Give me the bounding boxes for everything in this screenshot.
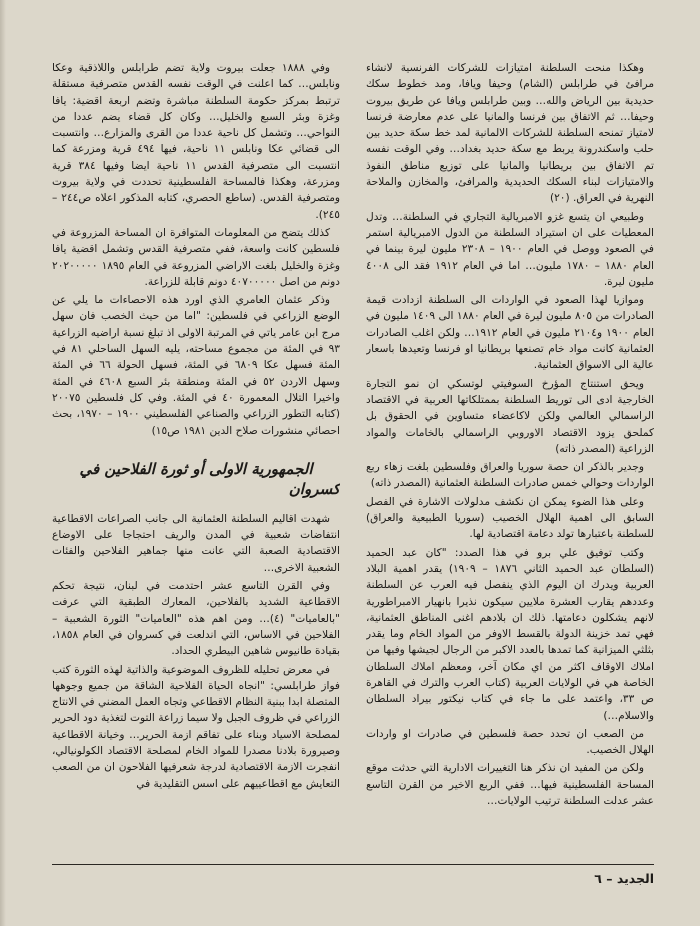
paragraph: شهدت اقاليم السلطنة العثمانية الى جانب الصراعات الاقطاعية انتفاضات شعبية في المدن والريف احتجاجا على الاوضاع الاقتصادية الصعبة التي عانت منها جماهير الفلاحين والفئات الشعبية الاخرى… xyxy=(52,512,340,574)
paragraph: وفي ١٨٨٨ جعلت بيروت ولاية تضم طرابلس واللاذقية وعكا ونابلس… كما اعلنت في الوقت نفسه القدس متصرفية مستقلة ترتبط بمركز حكومة السلطنة مباشرة وتضم اربعة اقضية: يافا وغزة وبئر السبع والخليل… وكان كل قضاء يضم عددا من النواحي… وتشمل كل ناحية عددا من القرى والمزارع… وانتسبت الى قضائي عكا ونابلس ١١ ناحية، فيها ٤٩٤ قرية ومزرعة كما انتسبت الى متصرفية القدس ١١ ناحية ايضا وفيها ٣٨٤ قرية ومزرعة، وهكذا فالمساحة الفلسطينية تحددت في ولاية بيروت ومتصرفية القدس. (ساطع الحصري، كتابه المذكور اعلاه ص٢٤٤ – ٢٤٥). xyxy=(52,62,340,221)
article-columns xyxy=(52,60,654,850)
paragraph: وجدير بالذكر ان حصة سوريا والعراق وفلسطين بلغت زهاء ربع الواردات وحوالي خمس صادرات السلطنة العثمانية (المصدر ذاته) xyxy=(366,461,654,490)
paragraph: وموازيا لهذا الصعود في الواردات الى السلطنة ازدادت قيمة الصادرات من ٨٠٥ مليون ليرة في العام ١٨٨٠ الى ١٤٠٩ مليون في العام ١٩٠٠ و٢١٠٤ مليون في العام ١٩١٢… ولكن اغلب الصادرات العثمانية كانت مواد خام تصنعها بريطانيا او فرنسا وتعيدها باسعار عالية الى الاسواق العثمانية. xyxy=(366,294,654,372)
paragraph: وعلى هذا الضوء يمكن ان نكشف مدلولات الاشارة في الفصل السابق الى اهمية الهلال الخصيب (سوريا الطبيعية والعراق) للسلطنة باعتبارها تولد دعامة اقتصادية لها. xyxy=(366,495,654,541)
scan-edge-shadow xyxy=(0,0,6,926)
paragraph: وذكر عثمان العامري الذي اورد هذه الاحصاءات ما يلي عن الوضع الزراعي في فلسطين: "اما من حيث الخصب فان سهل مرج ابن عامر ياتي في المرتبة الاولى اذ تبلغ نسبة اراضيه الزراعية ٩٣ في المئة من مجموع مساحته، يليه السهل الساحلي ٨١ في المئة فسهل عكا ٦٨٠٩ في المئة، فسهل الحولة ٦٦ في المئة وسهل الاردن ٥٢ في المئة ومنطقة بئر السبع ٤٦٠٨ في المئة واخيرا التلال المعمورة ٤٠ في المئة. وفي كل فلسطين ٢٠٠٧٥ (كتابه التطور الزراعي والصناعي الفلسطيني ١٩٠٠ – ١٩٧٠، بحث احصائي منشورات صلاح الدين ١٩٨١ ص١٥) xyxy=(52,294,340,437)
page-footer xyxy=(52,864,654,886)
paragraph: في معرض تحليله للظروف الموضوعية والذاتية لهذه الثورة كتب فواز طرابلسي: "انجاه الحياة الفلاحية الشاقة من جميع وجوهها المتصلة ابدا ببنية النظام الاقطاعي وتجاه العمل المضني في الانتاج الزراعي في ظروف الجبل ولا سيما زراعة التوت لتغذية دود الحرير لمصلحة الاسياد وبناء على تفاقم ازمة الحرير… وخيانة الاقطاعية وصيرورة بلادنا مصدرا للمواد الخام لمصلحة الاقتصاد الكولونيالي، انفجرت الازمة الاقتصادية لدرجة شعرفيها الفلاحون ان من الصعب التعايش مع اقطاعييهم على اسس التقليدية في xyxy=(52,663,340,790)
paragraph: ولكن من المفيد ان نذكر هنا التغييرات الادارية التي حدثت موقع المساحة الفلسطينية فيها… ففي الربع الاخير من القرن التاسع عشر عدلت السلطنة ترتيب الولايات… xyxy=(366,762,654,808)
paragraph: وطبيعي ان يتسع غزو الامبريالية التجاري في السلطنة… وتدل المعطيات على ان استيراد السلطنة من الدول الامبريالية استمر في الصعود ووصل في العام ١٩٠٠ – ٢٣٠٨ مليون ليرة بينما في العام ١٨٨٠ – ١٧٨٠ مليون… اما في العام ١٩١٢ فقد الى ٤٠٠٨ مليون ليرة. xyxy=(366,210,654,288)
paragraph: من الصعب ان تحدد حصة فلسطين في صادرات او واردات الهلال الخصيب. xyxy=(366,727,654,757)
paragraph: وفي القرن التاسع عشر احتدمت في لبنان، نتيجة تحكم الاقطاعية الشديد بالفلاحين، المعارك الطبقية التي عرفت "بالعاميات" (٤)… ومن اهم هذه "العاميات" الثورة الشعبية – الفلاحين في الاساس، التي اندلعت في كسروان في العام ١٨٥٨، بقيادة طانيوس شاهين البيطري الحداد. xyxy=(52,580,340,658)
paragraph: ويحق استنتاج المؤرخ السوفيتي لوتسكي ان نمو التجارة الخارجية ادى الى توريط السلطنة بممتلكاتها العربية في الاقتصاد الراسمالي العالمي ولكن لاكاعضاء متساوين في الحقوق بل كملحق يزود الاقتصاد الاوروبي الراسمالي بالخامات والمواد الزراعية (المصدر ذاته) xyxy=(366,377,654,455)
footer-label: الجديد – ٦ xyxy=(594,871,654,886)
right-column xyxy=(366,60,654,850)
left-column xyxy=(52,60,340,850)
paragraph: وكتب توفيق علي برو في هذا الصدد: "كان عبد الحميد (السلطان عبد الحميد الثاني ١٨٧٦ – ١٩٠٩) يقدر اهمية البلاد العربية ويدرك ان اليوم الذي ينفصل فيه العرب عن السلطنة وعددهم يقارب العشرة ملايين سيكون نذيرا بانهيار الامبراطورية لانهم يشكلون دعامتها. ذلك ان بلادهم اغنى المناطق العثمانية، فهي تمد خزينة الدولة بالقسط الاوفر من المواد الخام وما يقدر بثلثي الميزانية كما تمدها بالعدد الاكبر من الرجال لجيشها وفيها من املاك الاوقاف اكثر من اي مكان آخر، ومعظم املاك السلطان الخاصة هي في الولايات العربية (كتاب العرب والترك في القاهرة ص ٣٣، واعتمد على ما جاء في كتاب نيكتور بيراد السلطان والاسلام…) xyxy=(366,546,654,722)
paragraph: وهكذا منحت السلطنة امتيازات للشركات الفرنسية لانشاء مرافئ في طرابلس (الشام) وحيفا ويافا، ومد خطوط سكك حديدية بين الرياض والله… وبين طرابلس ويافا عن طريق بيروت وحيفا… ثم الاتفاق بين فرنسا والمانيا على عدم معارضة فرنسا لامتياز تمنحه السلطنة للشركات الالمانية لمد خط سكة حديد بين حلب واسكندرونة يربط مع سكة حديد بغداد… وفي الوقت نفسه تم الاتفاق بين بريطانيا والمانيا على توزيع مناطق النفوذ والامتيازات لبناء السكك الحديدية والمرافئ، والمخازن والملاحة النهرية في العراق. (٢٠) xyxy=(366,62,654,205)
paragraph: كذلك يتضح من المعلومات المتوافرة ان المساحة المزروعة في فلسطين كانت واسعة، ففي متصرفية القدس وتشمل اقضية يافا وغزة والخليل بلغت الاراضي المزروعة في العام ١٨٩٥ ٢٠٢٠٠٠٠٠ دونم من اصل ٤٠٧٠٠٠٠٠ دونم قابلة للزراعة. xyxy=(52,226,340,288)
section-heading: الجمهورية الاولى أو ثورة الفلاحين في كسروان xyxy=(79,459,340,498)
